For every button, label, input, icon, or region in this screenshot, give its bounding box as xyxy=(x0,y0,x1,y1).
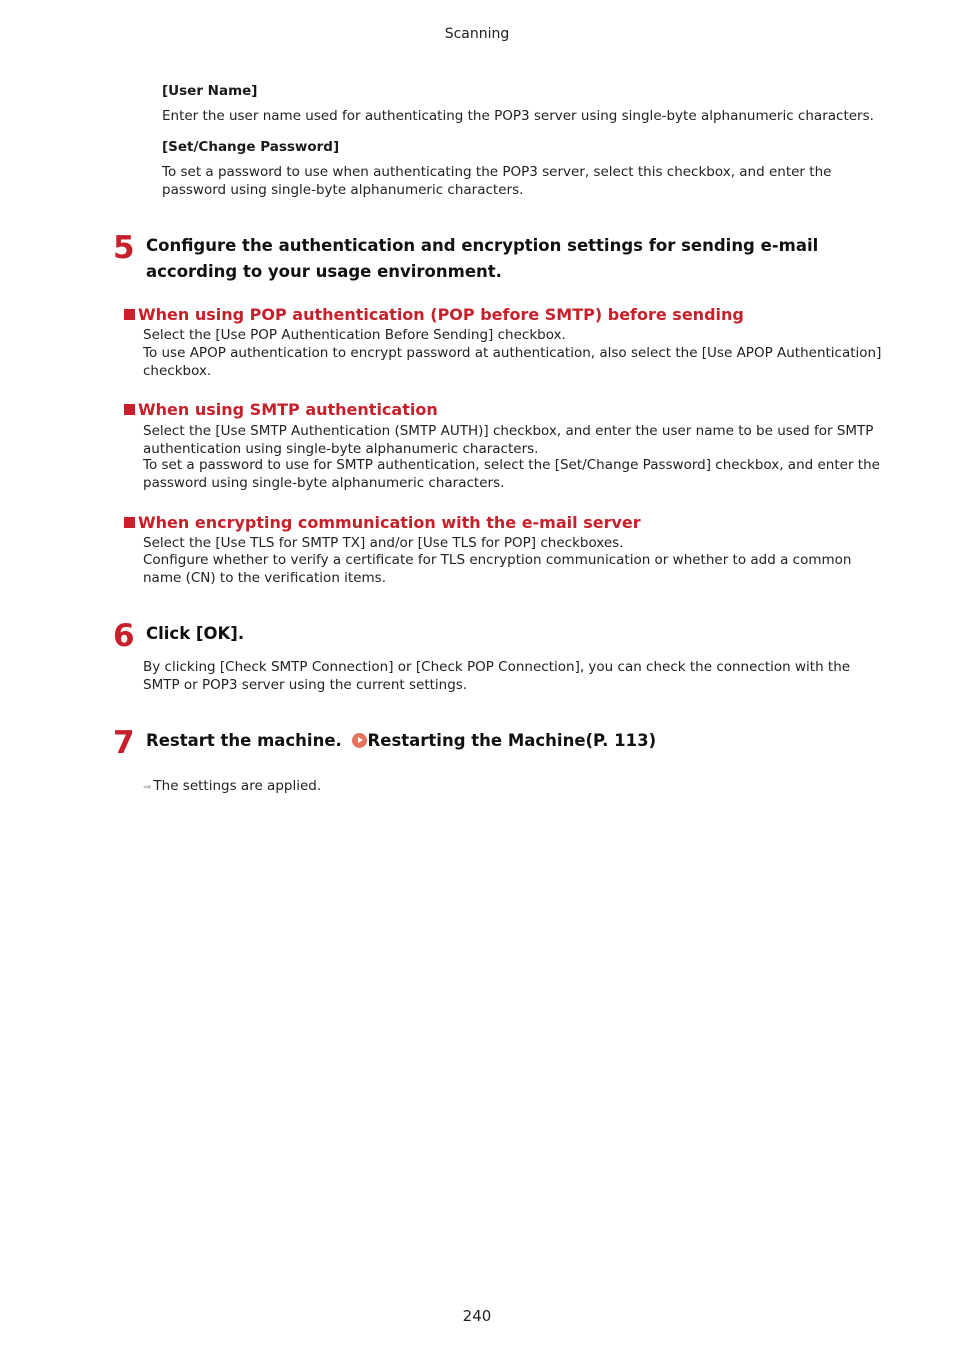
section-smtp-auth-heading xyxy=(124,400,438,419)
step-5-title: Configure the authentication and encryption settings for sending e-mail according to your usage environment. xyxy=(146,236,819,281)
section-encryption-line-1: Select the [Use TLS for SMTP TX] and/or [Use TLS for POP] checkboxes. xyxy=(143,535,624,551)
section-encryption-heading xyxy=(124,513,641,532)
section-pop-auth-heading xyxy=(124,305,744,324)
section-smtp-auth-line-2: To set a password to use for SMTP authentication, select the [Set/Change Password] checkbox, and enter the password using single-byte alphanumeric characters. xyxy=(143,457,880,491)
section-encryption-line-2: Configure whether to verify a certificate for TLS encryption communication or whether to add a common name (CN) to the verification items. xyxy=(143,552,852,586)
step-6-desc: By clicking [Check SMTP Connection] or [Check POP Connection], you can check the connection with the SMTP or POP3 server using the current settings. xyxy=(143,659,851,693)
step-6-title: Click [OK]. xyxy=(146,624,245,643)
result-arrow-icon: ⇒ xyxy=(143,782,151,793)
red-square-icon xyxy=(124,404,135,415)
section-pop-auth-title: When using POP authentication (POP before SMTP) before sending xyxy=(138,305,744,324)
section-pop-auth-line-2: To use APOP authentication to encrypt password at authentication, also select the [Use APOP Authentication] checkbox. xyxy=(143,345,882,379)
step-7-number: 7 xyxy=(113,725,135,761)
section-smtp-auth-title: When using SMTP authentication xyxy=(138,400,438,419)
step-7-result-text: The settings are applied. xyxy=(153,778,322,794)
term-user-name-desc: Enter the user name used for authenticating the POP3 server using single-byte alphanumeric characters. xyxy=(162,108,874,124)
circle-play-icon[interactable] xyxy=(352,733,367,748)
step-7-result xyxy=(143,778,321,797)
step-6-number: 6 xyxy=(113,618,135,654)
red-square-icon xyxy=(124,309,135,320)
page-number: 240 xyxy=(462,1307,492,1325)
section-encryption-title: When encrypting communication with the e-mail server xyxy=(138,513,641,532)
section-pop-auth-line-1: Select the [Use POP Authentication Before Sending] checkbox. xyxy=(143,327,566,343)
step-7-title: Restart the machine. xyxy=(146,731,342,750)
page-header: Scanning xyxy=(444,26,510,42)
step-5-number: 5 xyxy=(113,230,135,266)
term-set-change-password: [Set/Change Password] xyxy=(162,139,340,155)
section-smtp-auth-line-1: Select the [Use SMTP Authentication (SMTP AUTH)] checkbox, and enter the user name to be used for SMTP authentication using single-byte alphanumeric characters. xyxy=(143,423,874,457)
step-7-title-row xyxy=(146,728,906,754)
term-user-name: [User Name] xyxy=(162,83,258,99)
term-set-change-password-desc: To set a password to use when authenticating the POP3 server, select this checkbox, and enter the password using single-byte alphanumeric characters. xyxy=(162,164,832,198)
red-square-icon xyxy=(124,517,135,528)
restart-machine-link[interactable]: Restarting the Machine(P. 113) xyxy=(367,731,657,750)
